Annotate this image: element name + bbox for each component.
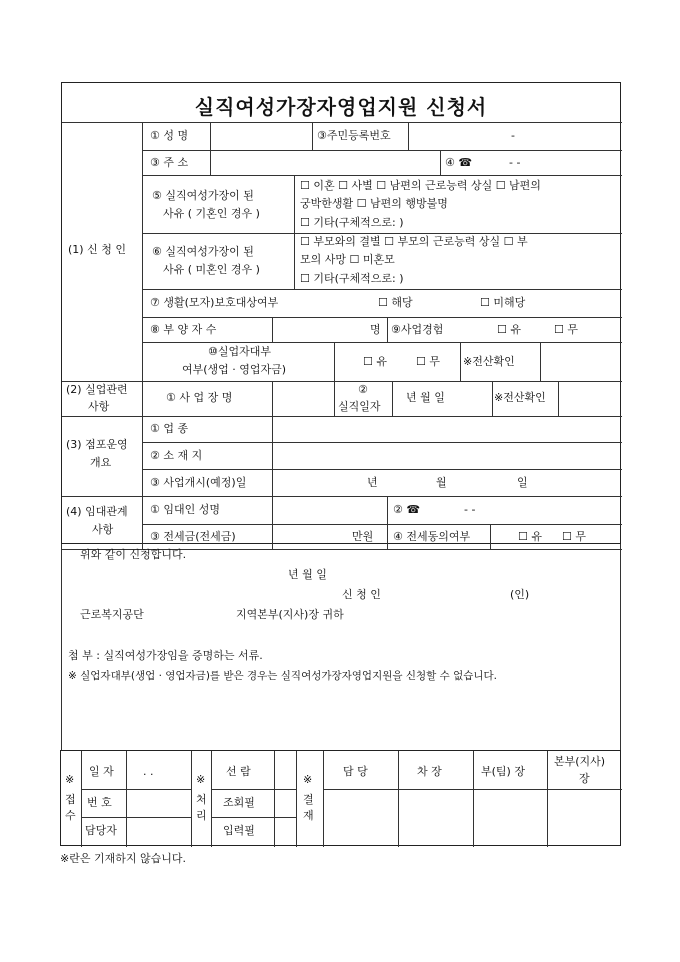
approver-hq: 본부(지사) xyxy=(554,755,606,768)
loan-label-2: 여부(생업 · 영업자금) xyxy=(182,363,287,376)
receipt-date-label: 일 자 xyxy=(89,765,114,778)
approver-officer: 담 당 xyxy=(343,765,368,778)
unemployment-date-label-2: 실직일자 xyxy=(338,400,381,413)
declaration-date[interactable]: 년 월 일 xyxy=(288,568,327,581)
input-label: 입력필 xyxy=(223,824,255,837)
phone-value[interactable]: - - xyxy=(509,156,521,169)
landlord-phone-label: ② ☎ xyxy=(393,503,421,516)
loan-computer-check: ※전산확인 xyxy=(463,355,515,368)
start-day[interactable]: 일 xyxy=(517,476,528,489)
declaration-statement: 위와 같이 신청합니다. xyxy=(80,548,187,561)
declaration-applicant: 신 청 인 xyxy=(342,588,381,601)
receipt-date-value[interactable]: . . xyxy=(143,765,154,778)
receipt-number-label: 번 호 xyxy=(87,796,112,809)
reason-married-options-1[interactable]: ☐ 이혼 ☐ 사별 ☐ 남편의 근로능력 상실 ☐ 남편의 xyxy=(300,179,541,192)
loan-no-checkbox[interactable]: ☐ 무 xyxy=(416,355,440,368)
reason-single-options-1[interactable]: ☐ 부모와의 결별 ☐ 부모의 근로능력 상실 ☐ 부 xyxy=(300,235,528,248)
address-field[interactable] xyxy=(210,150,440,175)
consent-yes-checkbox[interactable]: ☐ 유 xyxy=(518,530,542,543)
rrn-label: ③주민등록번호 xyxy=(317,129,391,142)
process-char-2: 리 xyxy=(196,809,207,822)
receipt-char-1: 접 xyxy=(65,793,76,806)
section-unemployment-label-2: 사항 xyxy=(88,400,110,413)
office-addressee: 지역본부(지사)장 귀하 xyxy=(236,608,344,621)
experience-yes-checkbox[interactable]: ☐ 유 xyxy=(497,323,521,336)
reason-married-options-2[interactable]: 궁박한생활 ☐ 남편의 행방불명 xyxy=(300,197,448,210)
section-landlord-label: (4) 임대관계 xyxy=(66,505,128,518)
inquiry-label: 조회필 xyxy=(223,796,255,809)
form-title: 실직여성가장자영업지원 신청서 xyxy=(194,95,488,119)
reason-married-label-2: 사유 ( 기혼인 경우 ) xyxy=(163,207,260,220)
agency-name: 근로복지공단 xyxy=(80,608,144,621)
section-store-label: (3) 점포운영 xyxy=(66,438,128,451)
dependents-unit: 명 xyxy=(370,323,381,336)
reason-single-label: ⑥ 실직여성가장이 된 xyxy=(152,245,254,258)
unemployment-computer-check: ※전산확인 xyxy=(494,391,546,404)
dependents-label: ⑧ 부 양 자 수 xyxy=(150,323,217,336)
unemployment-date-label: ② xyxy=(358,383,368,396)
name-label: ① 성 명 xyxy=(150,129,189,142)
process-char-1: 처 xyxy=(196,793,207,806)
reason-single-options-2[interactable]: 모의 사망 ☐ 미혼모 xyxy=(300,253,395,266)
loan-label: ⑩실업자대부 xyxy=(208,345,271,358)
process-mark: ※ xyxy=(196,773,206,786)
consent-label: ④ 전세동의여부 xyxy=(393,530,471,543)
footnote: ※란은 기재하지 않습니다. xyxy=(60,852,186,865)
attachment-note: 첨 부 : 실직여성가장임을 증명하는 서류. xyxy=(68,649,263,662)
approval-mark: ※ xyxy=(303,773,313,786)
office-use-table xyxy=(60,750,621,846)
name-field[interactable] xyxy=(210,122,312,150)
business-type-label: ① 업 종 xyxy=(150,422,189,435)
unemployment-date-value[interactable]: 년 월 일 xyxy=(406,391,445,404)
location-label: ② 소 재 지 xyxy=(150,449,203,462)
start-month[interactable]: 월 xyxy=(436,476,447,489)
approval-char-1: 결 xyxy=(303,793,314,806)
approver-team-head: 부(팀) 장 xyxy=(481,765,525,778)
landlord-phone-value[interactable]: - - xyxy=(464,503,476,516)
application-form xyxy=(61,82,621,544)
protection-yes-checkbox[interactable]: ☐ 해당 xyxy=(378,296,413,309)
reason-single-other[interactable]: ☐ 기타(구체적으로: ) xyxy=(300,272,404,285)
rrn-value[interactable]: - xyxy=(511,129,515,142)
declaration-seal: (인) xyxy=(510,588,530,601)
loan-yes-checkbox[interactable]: ☐ 유 xyxy=(363,355,387,368)
protection-label: ⑦ 생활(모자)보호대상여부 xyxy=(150,296,279,309)
loan-restriction-note: ※ 실업자대부(생업 · 영업자금)를 받은 경우는 실직여성가장자영업지원을 신청할 수 없습니다. xyxy=(68,670,497,682)
receipt-mark: ※ xyxy=(65,773,75,786)
reason-single-label-2: 사유 ( 미혼인 경우 ) xyxy=(163,263,260,276)
receipt-char-2: 수 xyxy=(65,809,76,822)
approval-char-2: 재 xyxy=(303,809,314,822)
reason-married-other[interactable]: ☐ 기타(구체적으로: ) xyxy=(300,216,404,229)
start-date-label: ③ 사업개시(예정)일 xyxy=(150,476,247,489)
section-store-label-2: 개요 xyxy=(90,456,112,469)
start-year[interactable]: 년 xyxy=(367,476,378,489)
section-applicant-label: (1) 신 청 인 xyxy=(68,243,126,256)
protection-no-checkbox[interactable]: ☐ 미해당 xyxy=(480,296,526,309)
landlord-name-label: ① 임대인 성명 xyxy=(150,503,220,516)
experience-no-checkbox[interactable]: ☐ 무 xyxy=(554,323,578,336)
deposit-unit: 만원 xyxy=(352,530,374,543)
reason-married-label: ⑤ 실직여성가장이 된 xyxy=(152,189,254,202)
experience-label: ⑨사업경험 xyxy=(391,323,444,336)
deposit-label: ③ 전세금(전세금) xyxy=(150,530,236,543)
section-landlord-label-2: 사항 xyxy=(92,523,114,536)
receipt-officer-label: 담당자 xyxy=(85,824,117,837)
workplace-label: ① 사 업 장 명 xyxy=(166,391,233,404)
section-unemployment-label: (2) 실업관련 xyxy=(66,383,128,396)
approver-deputy: 차 장 xyxy=(417,765,442,778)
browse-label: 선 람 xyxy=(226,765,251,778)
consent-no-checkbox[interactable]: ☐ 무 xyxy=(562,530,586,543)
approver-hq-2: 장 xyxy=(579,772,590,785)
phone-label: ④ ☎ xyxy=(445,156,473,169)
address-label: ③ 주 소 xyxy=(150,156,189,169)
